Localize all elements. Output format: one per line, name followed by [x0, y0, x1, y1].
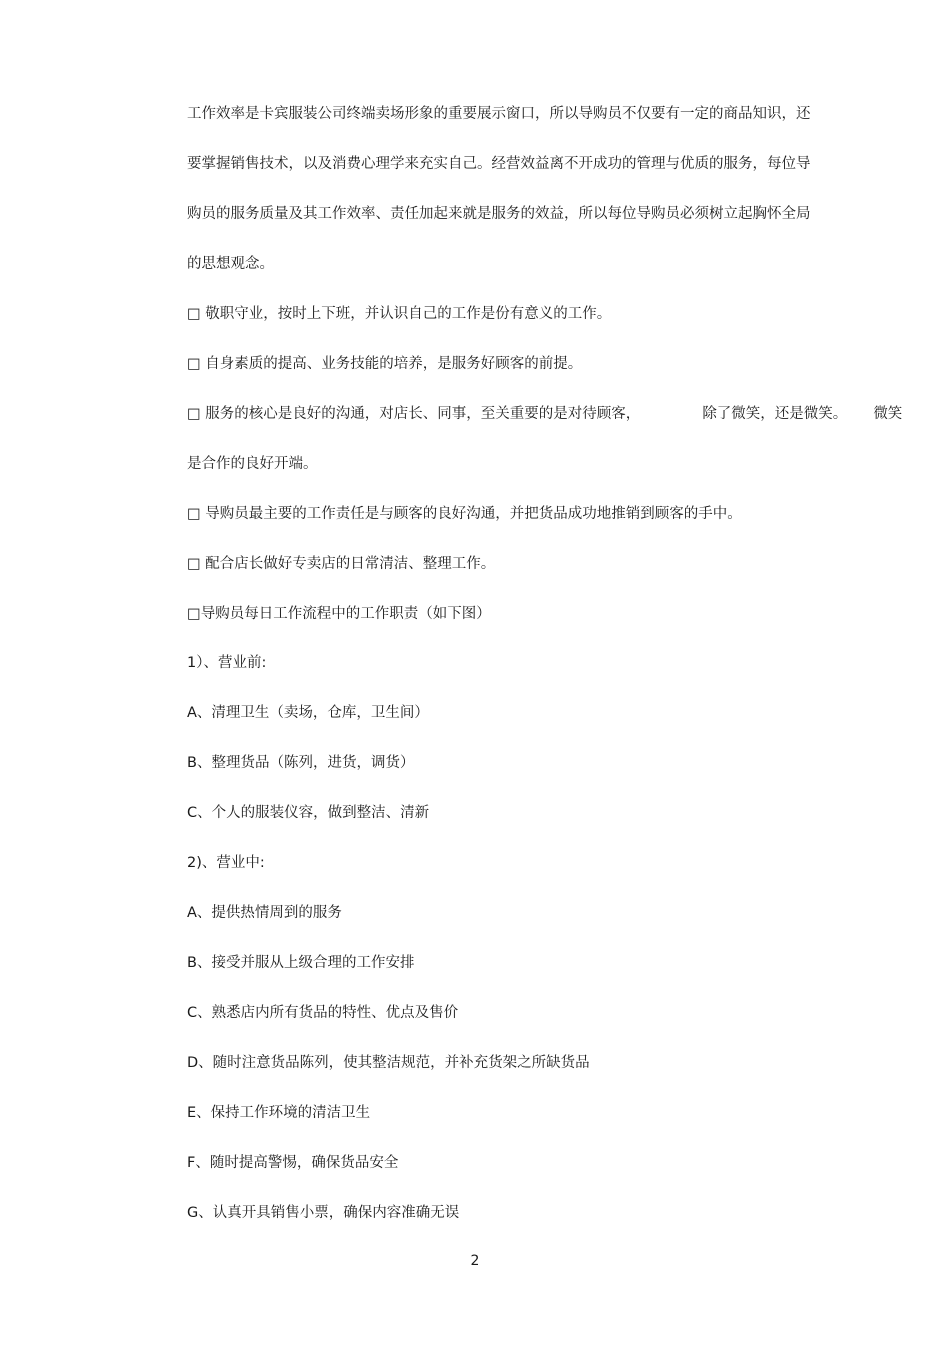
list-item: C、个人的服装仪容，做到整洁、清新 [187, 805, 430, 821]
list-item: A、清理卫生（卖场，仓库，卫生间） [187, 705, 429, 721]
paragraph-line: 要掌握销售技术，以及消费心理学来充实自己。经营效益离不开成功的管理与优质的服务，每位导 [187, 156, 811, 172]
paragraph-line: 的思想观念。 [187, 256, 274, 272]
section-heading: 2)、营业中: [187, 855, 265, 871]
list-item: B、整理货品（陈列，进货，调货） [187, 755, 415, 771]
list-item: A、提供热情周到的服务 [187, 905, 342, 921]
bullet-item: □ 配合店长做好专卖店的日常清洁、整理工作。 [187, 556, 496, 572]
bullet-item: □导购员每日工作流程中的工作职责（如下图） [187, 606, 491, 622]
bullet-item: □ 导购员最主要的工作责任是与顾客的良好沟通，并把货品成功地推销到顾客的手中。 [187, 506, 742, 522]
bullet-text: 微笑 [873, 406, 903, 422]
bullet-item [187, 404, 902, 424]
bullet-item: □ 敬职守业，按时上下班，并认识自己的工作是份有意义的工作。 [187, 306, 612, 322]
list-item: G、认真开具销售小票，确保内容准确无误 [187, 1205, 460, 1221]
list-item: C、熟悉店内所有货品的特性、优点及售价 [187, 1005, 459, 1021]
bullet-item: □ 自身素质的提高、业务技能的培养，是服务好顾客的前提。 [187, 356, 583, 372]
bullet-text: □ 服务的核心是良好的沟通，对店长、同事，至关重要的是对待顾客， [187, 406, 641, 422]
list-item: F、随时提高警惕，确保货品安全 [187, 1155, 399, 1171]
bullet-continuation: 是合作的良好开端。 [187, 456, 318, 472]
bullet-text: 除了微笑，还是微笑。 [702, 406, 848, 422]
list-item: D、随时注意货品陈列，使其整洁规范，并补充货架之所缺货品 [187, 1055, 590, 1071]
page-number: 2 [470, 1253, 480, 1269]
paragraph-line: 购员的服务质量及其工作效率、责任加起来就是服务的效益，所以每位导购员必须树立起胸怀全局 [187, 206, 811, 222]
section-heading: 1）、营业前: [187, 655, 267, 671]
paragraph-line: 工作效率是卡宾服装公司终端卖场形象的重要展示窗口，所以导购员不仅要有一定的商品知识，还 [187, 106, 811, 122]
list-item: E、保持工作环境的清洁卫生 [187, 1105, 371, 1121]
list-item: B、接受并服从上级合理的工作安排 [187, 955, 415, 971]
